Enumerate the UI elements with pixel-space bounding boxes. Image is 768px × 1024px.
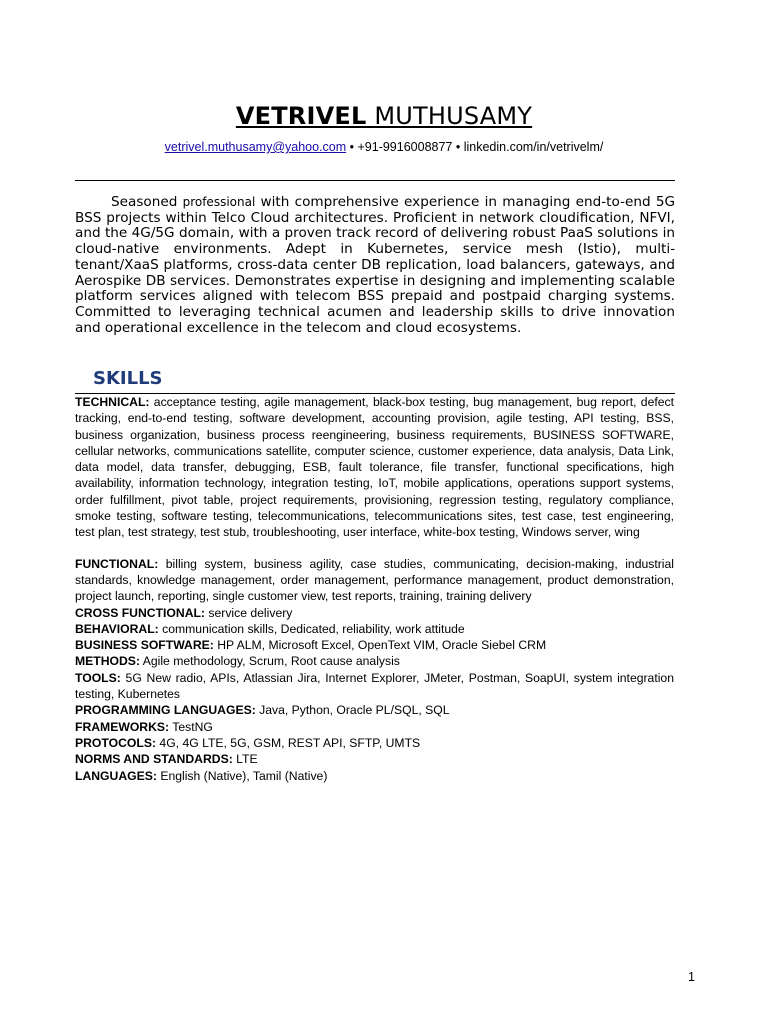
skill-methods [75, 653, 674, 669]
skill-label: BUSINESS SOFTWARE: [75, 638, 214, 653]
skill-tools [75, 670, 674, 703]
skill-languages [75, 768, 674, 784]
skill-value: Agile methodology, Scrum, Root cause analysis [140, 654, 400, 669]
skill-value: English (Native), Tamil (Native) [156, 768, 328, 783]
skill-programming-languages [75, 702, 674, 718]
skill-label: FUNCTIONAL: [75, 556, 159, 571]
skill-protocols [75, 735, 674, 751]
first-name: VETRIVEL [235, 102, 367, 130]
skill-value: billing system, business agility, case studies, communicating, decision-making, industrial standards, knowledge management, order management, performance management, product demonstration, project launch, reporting, single customer view, test reports, training, training delivery [75, 556, 674, 604]
professional-summary [75, 195, 675, 336]
skill-value: communication skills, Dedicated, reliability, work attitude [158, 621, 465, 636]
skill-label: LANGUAGES: [75, 768, 157, 783]
linkedin-url: linkedin.com/in/vetrivelm/ [463, 140, 604, 154]
skill-cross-functional [75, 605, 674, 621]
skill-label: PROTOCOLS: [75, 735, 157, 750]
skill-business-software [75, 637, 674, 653]
summary-text: with comprehensive experience in managing end-to-end 5G BSS projects within Telco Cloud architectures. Proficient in network cloudification, NFVI, and the 4G/5G domain, with a proven track record of delivering robust PaaS solutions in cloud-native environments. Adept in Kubernetes, service mesh (Istio), multi-tenant/XaaS platforms, cross-data center DB replication, load balancers, gateways, and Aerospike DB services. Demonstrates expertise in designing and implementing scalable platform services aligned with telecom BSS prepaid and postpaid charging systems. Committed to leveraging technical acumen and leadership skills to drive innovation and operational excellence in the telecom and cloud ecosystems. [75, 194, 675, 336]
skill-functional [75, 556, 674, 605]
skill-value: service delivery [205, 605, 293, 620]
skill-label: FRAMEWORKS: [75, 719, 170, 734]
skill-value: 4G, 4G LTE, 5G, GSM, REST API, SFTP, UMTS [156, 735, 421, 750]
header-divider [75, 180, 675, 181]
summary-lead-small: professional [182, 195, 256, 209]
skill-label: BEHAVIORAL: [75, 621, 159, 636]
skill-value: acceptance testing, agile management, black-box testing, bug management, bug report, defect tracking, end-to-end testing, software development, accounting provision, agile testing, API testing, BSS, business organization, business process reengineering, business requirements, BUSINESS SOFTWARE, cellular networks, communications satellite, computer science, customer experience, data analysis, Data Link, data model, data transfer, debugging, ESB, fault tolerance, file transfer, functional specifications, high availability, information technology, integration testing, IoT, mobile applications, operations support systems, order fulfillment, pivot table, project requirements, provisioning, regression testing, regulatory compliance, smoke testing, software testing, telecommunications, telecommunications sites, test case, test engineering, test plan, test strategy, test stub, troubleshooting, user interface, white-box testing, Windows server, wing [75, 395, 674, 540]
candidate-name [0, 102, 768, 130]
skill-label: METHODS: [75, 654, 140, 669]
skill-technical [75, 394, 674, 541]
skill-behavioral [75, 621, 674, 637]
email-link[interactable]: vetrivel.muthusamy@yahoo.com [164, 140, 347, 154]
skill-frameworks [75, 719, 674, 735]
skill-label: TOOLS: [75, 670, 121, 685]
skill-label: TECHNICAL: [75, 395, 150, 409]
skill-label: NORMS AND STANDARDS: [75, 752, 233, 767]
skill-value: 5G New radio, APIs, Atlassian Jira, Internet Explorer, JMeter, Postman, SoapUI, system integration testing, Kubernetes [75, 670, 674, 702]
skill-value: Java, Python, Oracle PL/SQL, SQL [255, 703, 450, 718]
skills-heading: SKILLS [93, 368, 163, 389]
skill-value: TestNG [169, 719, 213, 734]
skills-section [75, 394, 674, 784]
page-number: 1 [688, 970, 695, 984]
skill-norms-standards [75, 751, 674, 767]
phone-number: • +91-9916008877 • [349, 140, 461, 154]
last-name: MUTHUSAMY [374, 102, 533, 130]
skill-label: PROGRAMMING LANGUAGES: [75, 703, 256, 718]
contact-line [0, 140, 768, 154]
skill-label: CROSS FUNCTIONAL: [75, 605, 205, 620]
summary-lead: Seasoned [111, 194, 183, 210]
skill-value: HP ALM, Microsoft Excel, OpenText VIM, Oracle Siebel CRM [213, 638, 547, 653]
skill-value: LTE [232, 752, 258, 767]
